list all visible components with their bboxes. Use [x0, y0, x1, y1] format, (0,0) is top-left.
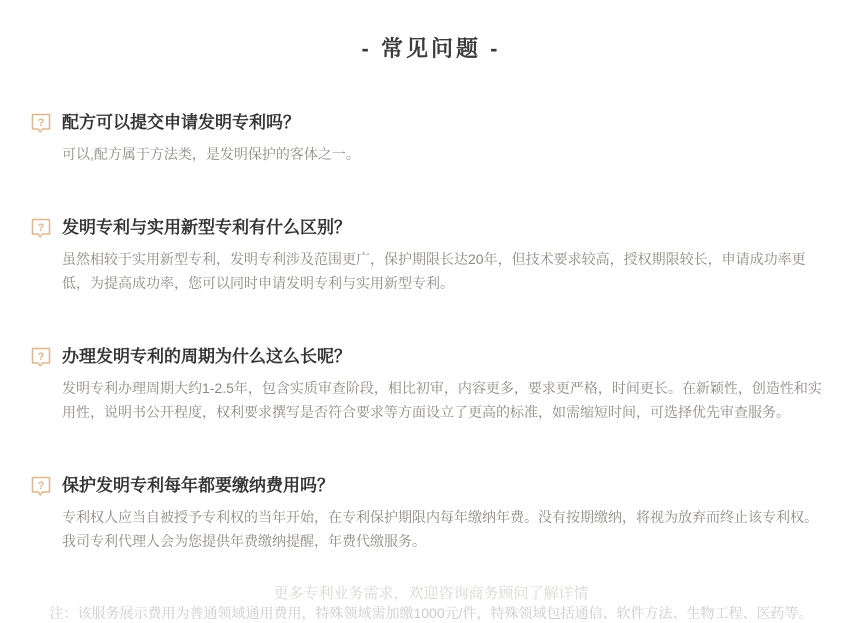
faq-qa	[62, 111, 832, 166]
faq-answer: 虽然相较于实用新型专利，发明专利涉及范围更广，保护期限长达20年，但技术要求较高，授权期限较长，申请成功率更低，为提高成功率，您可以同时申请发明专利与实用新型专利。	[62, 251, 806, 291]
faq-answer: 可以,配方属于方法类，是发明保护的客体之一。	[62, 146, 360, 162]
fee-note: 注：该服务展示费用为普通领域通用费用，特殊领域需加缴1000元/件，特殊领域包括通信、软件方法、生物工程、医药等。	[49, 605, 813, 621]
faq-answer: 专利权人应当自被授予专利权的当年开始，在专利保护期限内每年缴纳年费。没有按期缴纳，将视为放弃而终止该专利权。我司专利代理人会为您提供年费缴纳提醒，年费代缴服务。	[62, 509, 818, 549]
faq-item	[30, 345, 832, 424]
svg-text:?: ?	[37, 479, 45, 492]
faq-question: 办理发明专利的周期为什么这么长呢？	[62, 347, 351, 366]
faq-list	[0, 111, 862, 553]
svg-text:?: ?	[37, 221, 45, 234]
svg-text:?: ?	[37, 350, 45, 363]
faq-item	[30, 216, 832, 295]
question-bubble-icon	[30, 112, 52, 134]
svg-text:?: ?	[37, 116, 45, 129]
faq-qa	[62, 216, 832, 295]
footer-clipped-text: 更多专利业务需求，欢迎咨询商务顾问了解详情	[273, 585, 589, 602]
faq-question: 配方可以提交申请发明专利吗？	[62, 113, 300, 132]
faq-answer: 发明专利办理周期大约1-2.5年，包含实质审查阶段，相比初审，内容更多，要求更严格，时间更长。在新颖性，创造性和实用性，说明书公开程度，权利要求撰写是否符合要求等方面设立了更高的标准，如需缩短时间，可选择优先审查服务。	[62, 380, 822, 420]
faq-question: 发明专利与实用新型专利有什么区别？	[62, 218, 351, 237]
faq-item	[30, 111, 832, 166]
faq-qa	[62, 474, 832, 553]
question-bubble-icon	[30, 217, 52, 239]
faq-question: 保护发明专利每年都要缴纳费用吗？	[62, 476, 334, 495]
question-bubble-icon	[30, 475, 52, 497]
faq-qa	[62, 345, 832, 424]
faq-item	[30, 474, 832, 553]
question-bubble-icon	[30, 346, 52, 368]
page-title: - 常见问题 -	[361, 36, 501, 61]
